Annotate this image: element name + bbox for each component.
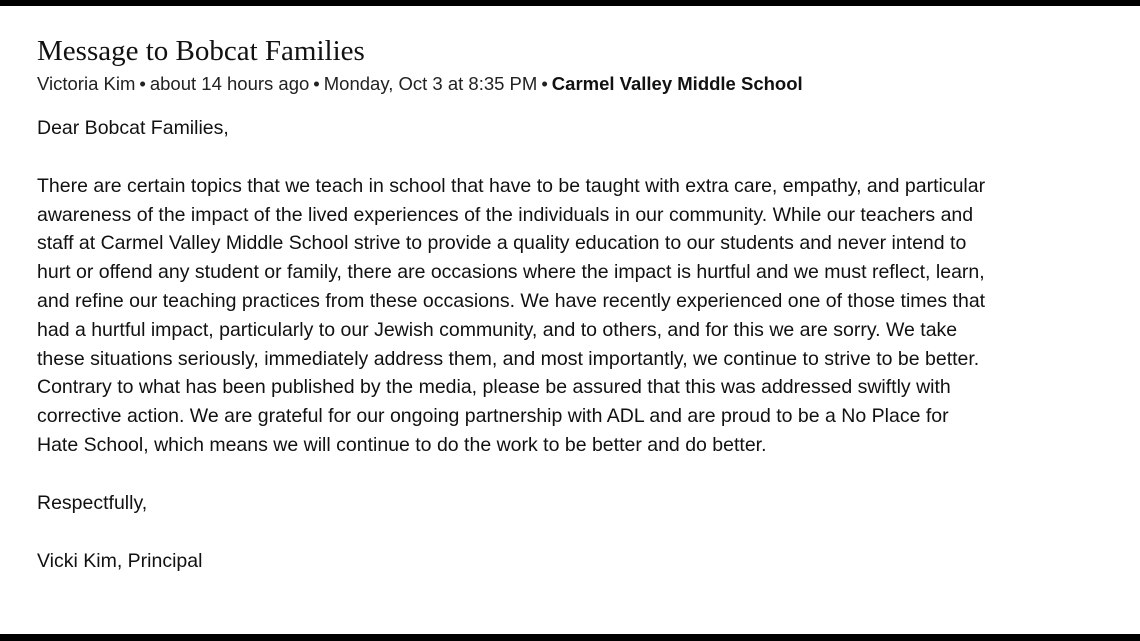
meta-separator: • bbox=[313, 73, 320, 94]
message-card bbox=[0, 6, 1140, 634]
letter-body-line: Contrary to what has been published by the media, please be assured that this was addressed swiftly with bbox=[37, 376, 951, 399]
letter-body-line: these situations seriously, immediately address them, and most importantly, we continue to strive to be better. bbox=[37, 347, 980, 370]
letter-greeting: Dear Bobcat Families, bbox=[37, 117, 229, 139]
letter-body-line: corrective action. We are grateful for our ongoing partnership with ADL and are proud to be a No Place for bbox=[37, 405, 949, 428]
letter-body-line: awareness of the impact of the lived experiences of the individuals in our community. While our teachers and bbox=[37, 203, 974, 226]
letter-body-line: There are certain topics that we teach in school that have to be taught with extra care, empathy, and particular bbox=[37, 174, 986, 197]
letter-body-line: had a hurtful impact, particularly to our Jewish community, and to others, and for this we are sorry. We take bbox=[37, 318, 958, 341]
letter-body bbox=[37, 172, 1110, 460]
author-name[interactable]: Victoria Kim bbox=[37, 73, 136, 94]
letter-body-line: and refine our teaching practices from these occasions. We have recently experienced one of those times that bbox=[37, 289, 986, 312]
post-date-time: Monday, Oct 3 at 8:35 PM bbox=[323, 73, 538, 94]
post-title: Message to Bobcat Families bbox=[37, 35, 365, 67]
relative-time: about 14 hours ago bbox=[149, 73, 310, 94]
meta-separator: • bbox=[541, 73, 548, 94]
letter-closing: Respectfully, bbox=[37, 491, 148, 514]
meta-separator: • bbox=[139, 73, 146, 94]
school-name[interactable]: Carmel Valley Middle School bbox=[551, 73, 803, 94]
letter-signature: Vicki Kim, Principal bbox=[37, 549, 203, 572]
letter-body-line: hurt or offend any student or family, there are occasions where the impact is hurtful and we must reflect, learn, bbox=[37, 261, 985, 284]
post-meta bbox=[37, 72, 1110, 96]
letter-body-line: Hate School, which means we will continue to do the work to be better and do better. bbox=[37, 433, 767, 456]
letter-body-line: staff at Carmel Valley Middle School strive to provide a quality education to our students and never intend to bbox=[37, 232, 967, 255]
